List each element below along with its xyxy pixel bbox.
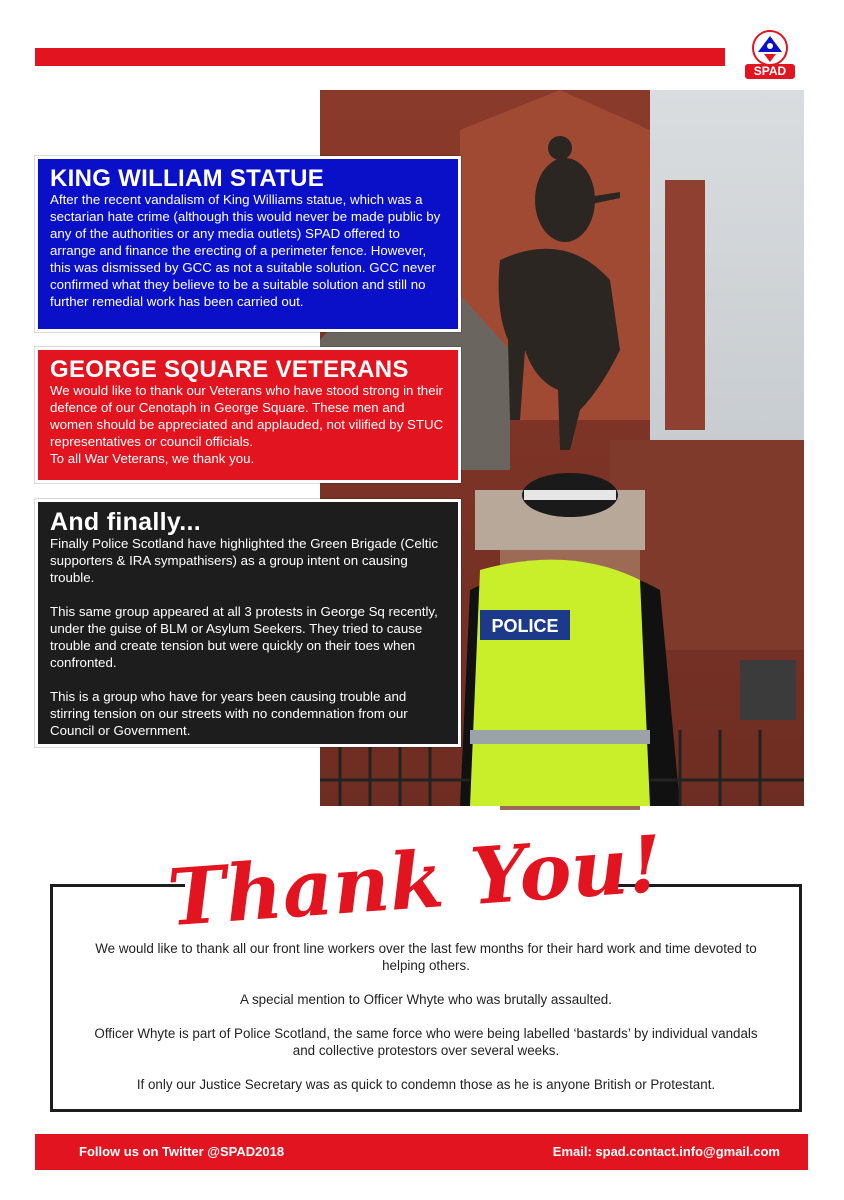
thank-you-paragraph: Officer Whyte is part of Police Scotland, the same force who were being labelled ‘bastards’ by individual vandals and collective protestors over several weeks. xyxy=(94,1026,758,1058)
thank-you-paragraph: We would like to thank all our front line workers over the last few months for their hard work and time devoted to helping others. xyxy=(95,941,757,973)
logo-text: SPAD xyxy=(745,64,795,79)
and-finally-panel xyxy=(35,499,461,747)
panel-title: KING WILLIAM STATUE xyxy=(50,165,325,192)
top-red-bar xyxy=(35,48,725,66)
panel-body: After the recent vandalism of King Williams statue, which was a sectarian hate crime (although this would never be made public by any of the authorities or any media outlets) SPAD offered to arrange and finance the erecting of a perimeter fence. However, this was dismissed by GCC as not a suitable solution. GCC never confirmed what they believe to be a suitable solution and still no further remedial work has been carried out. xyxy=(50,192,441,310)
panel-body: We would like to thank our Veterans who have stood strong in their defence of our Cenotaph in George Square. These men and women should be appreciated and applauded, not vilified by STUC representatives or council officials. To all War Veterans, we thank you. xyxy=(50,383,444,467)
king-william-statue-panel xyxy=(35,156,461,332)
footer-bar xyxy=(35,1134,808,1170)
thank-you-heading-text: Thank You! xyxy=(164,818,666,945)
george-square-veterans-panel xyxy=(35,347,461,483)
email-link[interactable]: Email: spad.contact.info@gmail.com xyxy=(552,1144,780,1159)
thank-you-message xyxy=(90,940,762,1110)
logo-emblem-icon xyxy=(742,28,798,68)
spad-logo xyxy=(742,28,798,82)
panel-title: And finally... xyxy=(50,508,201,536)
panel-title: GEORGE SQUARE VETERANS xyxy=(50,356,409,383)
thank-you-paragraph: If only our Justice Secretary was as quick to condemn those as he is anyone British or Protestant. xyxy=(136,1077,716,1092)
thank-you-heading xyxy=(164,812,666,945)
twitter-handle-link[interactable]: Follow us on Twitter @SPAD2018 xyxy=(79,1144,285,1159)
panel-body: Finally Police Scotland have highlighted the Green Brigade (Celtic supporters & IRA sympathisers) as a group intent on causing trouble. This same group appeared at all 3 protests in George Sq recently, under the guise of BLM or Asylum Seekers. They tried to cause trouble and create tension but were quickly on their toes when confronted. This is a group who have for years been causing trouble and stirring tension on our streets with no condemnation from our Council or Government. xyxy=(50,536,439,739)
thank-you-paragraph: A special mention to Officer Whyte who was brutally assaulted. xyxy=(240,992,612,1007)
police-vest-text: POLICE xyxy=(491,616,559,636)
